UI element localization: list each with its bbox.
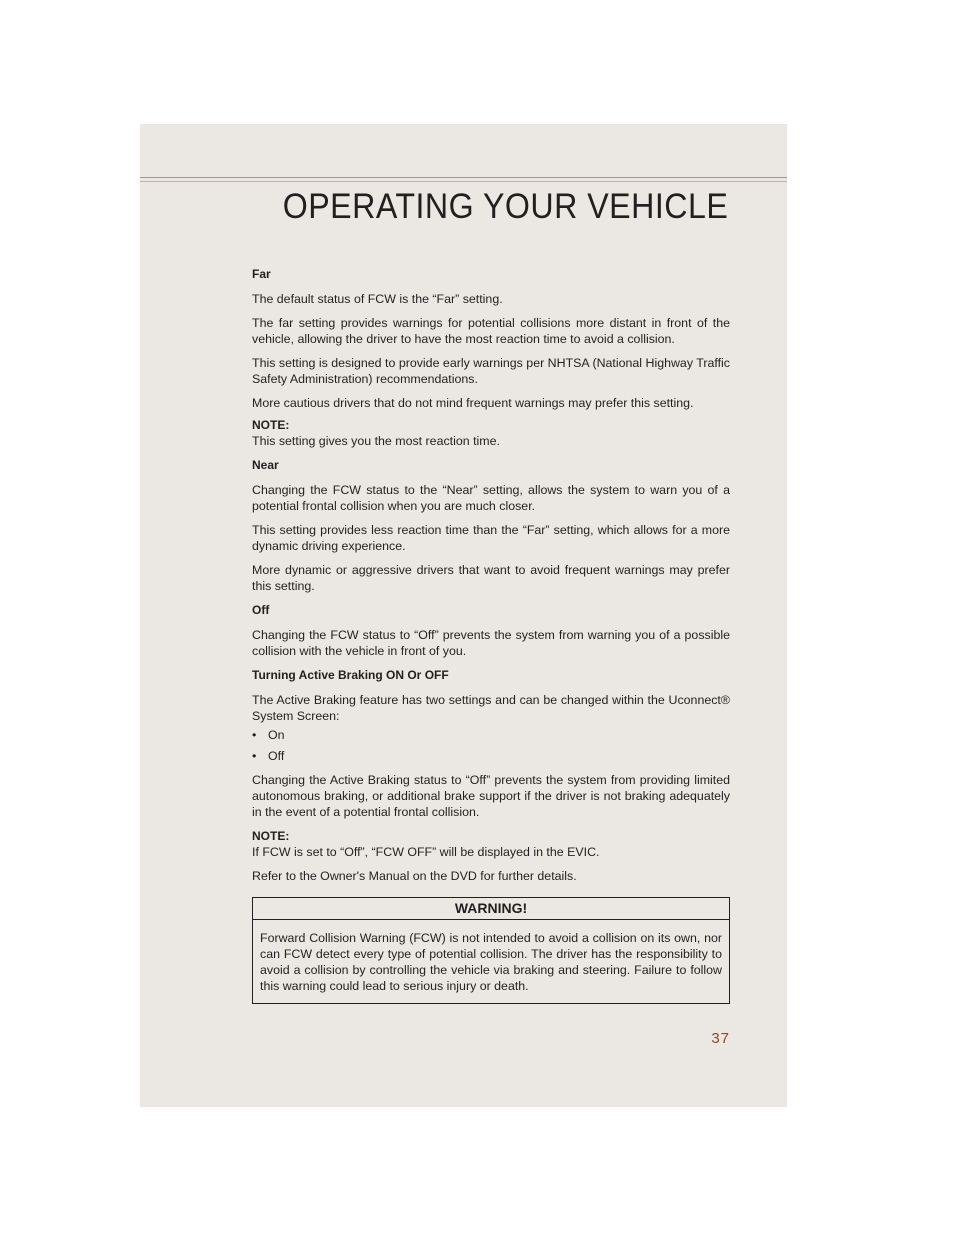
paragraph: The default status of FCW is the “Far” setting.: [252, 292, 503, 306]
heading-near: Near: [252, 458, 279, 472]
list-item: • On: [252, 727, 730, 743]
page-number: 37: [711, 1030, 730, 1047]
page-content: [252, 266, 730, 1004]
paragraph: Changing the FCW status to the “Near” setting, allows the system to warn you of a potential frontal collision when you are much closer.: [252, 483, 730, 513]
warning-box: [252, 897, 730, 1004]
paragraph: The far setting provides warnings for potential collisions more distant in front of the vehicle, allowing the driver to have the most reaction time to avoid a collision.: [252, 316, 730, 346]
paragraph: Changing the FCW status to “Off” prevents the system from warning you of a possible collision with the vehicle in front of you.: [252, 628, 730, 658]
list-item: • Off: [252, 748, 730, 764]
header-rule-secondary: [140, 181, 787, 182]
paragraph: Refer to the Owner's Manual on the DVD for further details.: [252, 869, 577, 883]
paragraph: The Active Braking feature has two settings and can be changed within the Uconnect® System Screen:: [252, 693, 730, 723]
section-title: OPERATING YOUR VEHICLE: [282, 187, 728, 226]
note-label: NOTE:: [252, 829, 290, 843]
heading-far: Far: [252, 267, 271, 281]
manual-page: [140, 124, 787, 1107]
warning-title: WARNING!: [253, 898, 729, 920]
paragraph: This setting provides less reaction time than the “Far” setting, which allows for a more dynamic driving experience.: [252, 523, 730, 553]
note-label: NOTE:: [252, 418, 290, 432]
settings-list: [252, 727, 730, 764]
paragraph: This setting is designed to provide early warnings per NHTSA (National Highway Traffic Safety Administration) recommendations.: [252, 356, 730, 386]
note-text: This setting gives you the most reaction time.: [252, 434, 500, 448]
note-text: If FCW is set to “Off”, “FCW OFF” will be displayed in the EVIC.: [252, 845, 600, 859]
header-rule: [140, 177, 787, 178]
heading-off: Off: [252, 603, 270, 617]
paragraph: More dynamic or aggressive drivers that want to avoid frequent warnings may prefer this setting.: [252, 563, 730, 593]
paragraph: More cautious drivers that do not mind frequent warnings may prefer this setting.: [252, 396, 694, 410]
warning-text: Forward Collision Warning (FCW) is not intended to avoid a collision on its own, nor can FCW detect every type of potential collision. The driver has the responsibility to avoid a collision by controlling the vehicle via braking and steering. Failure to follow this warning could lead to serious injury or death.: [260, 931, 722, 993]
heading-active-braking: Turning Active Braking ON Or OFF: [252, 668, 449, 682]
paragraph: Changing the Active Braking status to “Off” prevents the system from providing limited autonomous braking, or additional brake support if the driver is not braking adequately in the event of a potential frontal collision.: [252, 773, 730, 819]
